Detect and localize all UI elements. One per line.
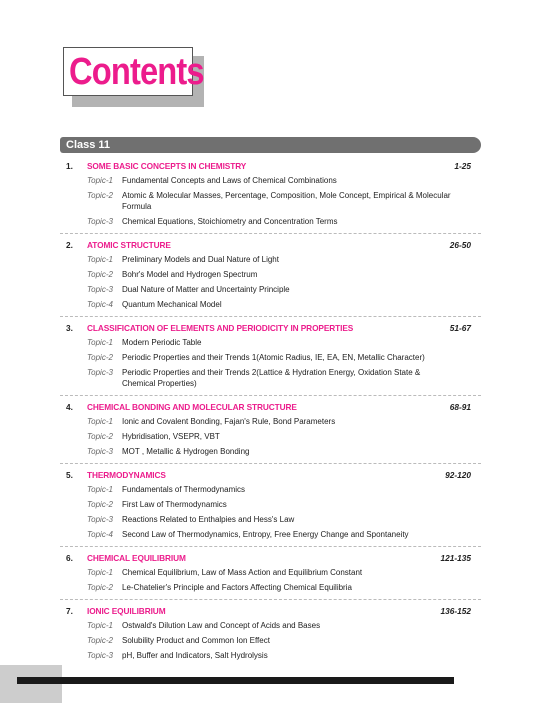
chapter-title[interactable]: ATOMIC STRUCTURE bbox=[87, 240, 171, 250]
topic-label: Topic-1 bbox=[87, 338, 113, 347]
chapter-title[interactable]: CLASSIFICATION OF ELEMENTS AND PERIODICITY IN PROPERTIES bbox=[87, 323, 354, 333]
chapter-pages: 1-25 bbox=[454, 161, 471, 171]
topic-row[interactable] bbox=[60, 580, 481, 595]
topic-row[interactable] bbox=[60, 267, 481, 282]
topic-text: Le-Chatelier's Principle and Factors Affecting Chemical Equilibria bbox=[122, 583, 352, 592]
topic-label: Topic-1 bbox=[87, 255, 113, 264]
chapter-title[interactable]: SOME BASIC CONCEPTS IN CHEMISTRY bbox=[87, 161, 247, 171]
topic-text: Ostwald's Dilution Law and Concept of Acids and Bases bbox=[122, 621, 321, 630]
chapter-pages: 121-135 bbox=[440, 553, 471, 563]
topic-label: Topic-3 bbox=[87, 447, 113, 456]
topic-label: Topic-3 bbox=[87, 217, 113, 226]
chapter-entry[interactable] bbox=[60, 316, 481, 395]
topic-row[interactable] bbox=[60, 429, 481, 444]
topic-text: Bohr's Model and Hydrogen Spectrum bbox=[122, 270, 258, 279]
chapter-entry[interactable] bbox=[60, 395, 481, 463]
chapter-title[interactable]: CHEMICAL BONDING AND MOLECULAR STRUCTURE bbox=[87, 402, 297, 412]
topic-row[interactable] bbox=[60, 618, 481, 633]
topic-row[interactable] bbox=[60, 527, 481, 542]
topic-label: Topic-3 bbox=[87, 285, 113, 294]
chapter-title[interactable]: CHEMICAL EQUILIBRIUM bbox=[87, 553, 186, 563]
chapter-title[interactable]: IONIC EQUILIBRIUM bbox=[87, 606, 166, 616]
chapter-row bbox=[60, 551, 481, 565]
table-of-contents bbox=[60, 155, 481, 667]
topic-row[interactable] bbox=[60, 444, 481, 459]
topic-label: Topic-1 bbox=[87, 568, 113, 577]
chapter-row bbox=[60, 400, 481, 414]
topic-text: Periodic Properties and their Trends 2(Lattice & Hydration Energy, Oxidation State & Chemical Properties) bbox=[122, 368, 421, 388]
topic-row[interactable] bbox=[60, 282, 481, 297]
topic-label: Topic-2 bbox=[87, 500, 113, 509]
topic-label: Topic-2 bbox=[87, 583, 113, 592]
topic-text: Preliminary Models and Dual Nature of Light bbox=[122, 255, 279, 264]
topic-text: Modern Periodic Table bbox=[122, 338, 202, 347]
topic-text: Atomic & Molecular Masses, Percentage, Composition, Mole Concept, Empirical & Molecular Formula bbox=[122, 191, 451, 211]
topic-label: Topic-4 bbox=[87, 530, 113, 539]
topic-row[interactable] bbox=[60, 188, 481, 214]
topic-label: Topic-3 bbox=[87, 515, 113, 524]
footer-gray-block bbox=[0, 665, 62, 703]
topic-row[interactable] bbox=[60, 565, 481, 580]
topic-text: Fundamentals of Thermodynamics bbox=[122, 485, 246, 494]
topic-text: Quantum Mechanical Model bbox=[122, 300, 222, 309]
chapter-pages: 68-91 bbox=[449, 402, 471, 412]
topic-label: Topic-2 bbox=[87, 191, 113, 200]
topic-text: Reactions Related to Enthalpies and Hess's Law bbox=[122, 515, 295, 524]
chapter-number: 6. bbox=[66, 553, 73, 563]
topic-row[interactable] bbox=[60, 414, 481, 429]
topic-text: MOT , Metallic & Hydrogen Bonding bbox=[122, 447, 250, 456]
topic-text: Chemical Equilibrium, Law of Mass Action and Equilibrium Constant bbox=[122, 568, 363, 577]
topic-text: Periodic Properties and their Trends 1(Atomic Radius, IE, EA, EN, Metallic Character) bbox=[122, 353, 425, 362]
topic-text: Dual Nature of Matter and Uncertainty Principle bbox=[122, 285, 290, 294]
topic-row[interactable] bbox=[60, 214, 481, 229]
class-label: Class 11 bbox=[66, 139, 111, 151]
chapter-number: 2. bbox=[66, 240, 73, 250]
page-title: Contents bbox=[69, 51, 204, 93]
topic-text: Hybridisation, VSEPR, VBT bbox=[122, 432, 220, 441]
topic-text: Ionic and Covalent Bonding, Fajan's Rule, Bond Parameters bbox=[122, 417, 336, 426]
class-header-bar bbox=[60, 137, 481, 153]
chapter-entry[interactable] bbox=[60, 155, 481, 233]
topic-row[interactable] bbox=[60, 633, 481, 648]
contents-logo bbox=[63, 47, 206, 107]
topic-label: Topic-3 bbox=[87, 651, 113, 660]
chapter-row bbox=[60, 238, 481, 252]
topic-label: Topic-1 bbox=[87, 485, 113, 494]
topic-label: Topic-2 bbox=[87, 432, 113, 441]
topic-row[interactable] bbox=[60, 497, 481, 512]
topic-row[interactable] bbox=[60, 252, 481, 267]
topic-label: Topic-1 bbox=[87, 417, 113, 426]
chapter-entry[interactable] bbox=[60, 463, 481, 546]
topic-row[interactable] bbox=[60, 350, 481, 365]
chapter-number: 4. bbox=[66, 402, 73, 412]
chapter-pages: 26-50 bbox=[449, 240, 471, 250]
topic-text: pH, Buffer and Indicators, Salt Hydrolysis bbox=[122, 651, 268, 660]
chapter-number: 5. bbox=[66, 470, 73, 480]
chapter-number: 3. bbox=[66, 323, 73, 333]
chapter-pages: 136-152 bbox=[440, 606, 471, 616]
topic-label: Topic-2 bbox=[87, 636, 113, 645]
topic-label: Topic-2 bbox=[87, 270, 113, 279]
chapter-number: 1. bbox=[66, 161, 73, 171]
chapter-pages: 51-67 bbox=[449, 323, 471, 333]
topic-row[interactable] bbox=[60, 482, 481, 497]
topic-row[interactable] bbox=[60, 297, 481, 312]
topic-row[interactable] bbox=[60, 648, 481, 663]
topic-label: Topic-1 bbox=[87, 176, 113, 185]
chapter-number: 7. bbox=[66, 606, 73, 616]
topic-text: Solubility Product and Common Ion Effect bbox=[122, 636, 270, 645]
topic-label: Topic-2 bbox=[87, 353, 113, 362]
chapter-row bbox=[60, 604, 481, 618]
topic-text: First Law of Thermodynamics bbox=[122, 500, 227, 509]
topic-text: Fundamental Concepts and Laws of Chemical Combinations bbox=[122, 176, 337, 185]
chapter-row bbox=[60, 468, 481, 482]
chapter-entry[interactable] bbox=[60, 546, 481, 599]
topic-row[interactable] bbox=[60, 335, 481, 350]
chapter-entry[interactable] bbox=[60, 599, 481, 667]
topic-label: Topic-1 bbox=[87, 621, 113, 630]
chapter-row bbox=[60, 321, 481, 335]
chapter-row bbox=[60, 159, 481, 173]
topic-text: Second Law of Thermodynamics, Entropy, Free Energy Change and Spontaneity bbox=[122, 530, 409, 539]
topic-row[interactable] bbox=[60, 512, 481, 527]
footer-bar bbox=[17, 677, 454, 684]
topic-label: Topic-3 bbox=[87, 368, 113, 377]
topic-label: Topic-4 bbox=[87, 300, 113, 309]
topic-row[interactable] bbox=[60, 365, 481, 391]
topic-row[interactable] bbox=[60, 173, 481, 188]
chapter-pages: 92-120 bbox=[445, 470, 471, 480]
chapter-entry[interactable] bbox=[60, 233, 481, 316]
logo-box bbox=[63, 47, 204, 96]
topic-text: Chemical Equations, Stoichiometry and Concentration Terms bbox=[122, 217, 338, 226]
chapter-title[interactable]: THERMODYNAMICS bbox=[87, 470, 166, 480]
